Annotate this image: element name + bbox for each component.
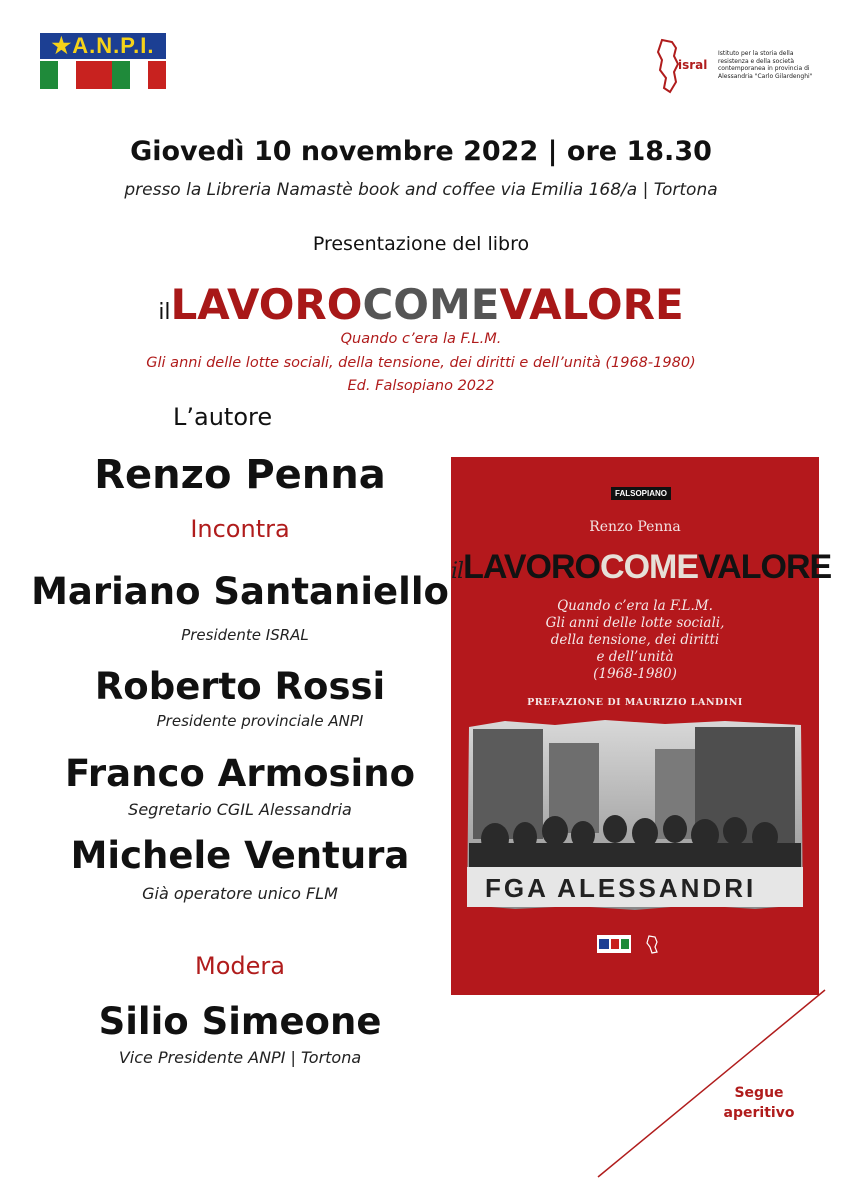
book-edition: Ed. Falsopiano 2022 (347, 378, 495, 394)
speaker-role: Segretario CGIL Alessandria (128, 800, 352, 819)
aperitivo-note-line-1: Segue (734, 1085, 784, 1101)
anpi-logo-text: ★A.N.P.I. (40, 33, 166, 59)
isral-logo (656, 38, 816, 100)
presentation-label: Presentazione del libro (312, 233, 530, 255)
cover-title-prefix: il (451, 559, 464, 584)
moderator-label: Modera (195, 952, 285, 980)
anpi-logo-flag (40, 61, 166, 89)
cover-subtitle-line: Gli anni delle lotte sociali, (545, 615, 725, 631)
speaker-name: Roberto Rossi (94, 665, 386, 708)
moderator-role: Vice Presidente ANPI | Tortona (118, 1048, 362, 1067)
cover-subtitle-line: e dell’unità (596, 649, 674, 665)
speaker-role: Presidente ISRAL (181, 626, 309, 644)
speaker-name: Franco Armosino (64, 752, 416, 795)
book-subtitle-1: Quando c’era la F.L.M. (340, 331, 502, 347)
cover-logos (597, 933, 677, 955)
cover-protest-photo (465, 719, 805, 911)
cover-subtitle-line: della tensione, dei diritti (550, 632, 720, 648)
book-subtitle-2: Gli anni delle lotte sociali, della tensione, dei diritti e dell’unità (1968-1980) (146, 355, 696, 371)
author-label: L’autore (173, 403, 273, 431)
book-title-word-1: LAVORO (170, 280, 363, 329)
event-venue: presso la Libreria Namastè book and coffee via Emilia 168/a | Tortona (124, 180, 718, 200)
cover-title-word-2: COME (600, 548, 699, 586)
cover-title-word-3: VALORE (698, 548, 832, 586)
cover-subtitle-line: Quando c’era la F.L.M. (557, 598, 713, 614)
book-cover (451, 457, 832, 995)
book-title-word-2: COME (362, 280, 500, 329)
cover-publisher: FALSOPIANO (611, 487, 671, 500)
cover-title (451, 547, 832, 592)
aperitivo-note-line-2: aperitivo (723, 1105, 795, 1121)
book-title (0, 280, 842, 338)
book-title-word-3: VALORE (499, 280, 684, 329)
piedmont-map-icon (656, 38, 680, 96)
isral-logo-name: isral (678, 58, 708, 72)
cover-title-word-1: LAVORO (463, 548, 601, 586)
speaker-role: Già operatore unico FLM (142, 884, 338, 903)
meets-label: Incontra (190, 515, 290, 543)
moderator-name: Silio Simeone (98, 1000, 382, 1043)
cover-subtitle-line: (1968-1980) (593, 666, 677, 682)
isral-logo-description: Istituto per la storia della resistenza e della società contemporanea in provincia di Alessandria "Carlo Gilardenghi" (718, 50, 813, 80)
speaker-role: Presidente provinciale ANPI (156, 712, 364, 730)
author-name: Renzo Penna (94, 452, 386, 498)
anpi-logo (40, 33, 166, 89)
cover-preface: PREFAZIONE DI MAURIZIO LANDINI (527, 697, 743, 708)
speaker-name: Michele Ventura (70, 834, 410, 877)
cover-banner-text: FGA ALESSANDRI (485, 873, 757, 903)
book-title-prefix: il (158, 300, 171, 325)
cover-author: Renzo Penna (589, 519, 681, 535)
event-date-time: Giovedì 10 novembre 2022 | ore 18.30 (130, 136, 712, 167)
speaker-name: Mariano Santaniello (31, 570, 449, 613)
aperitivo-note (700, 1083, 818, 1123)
